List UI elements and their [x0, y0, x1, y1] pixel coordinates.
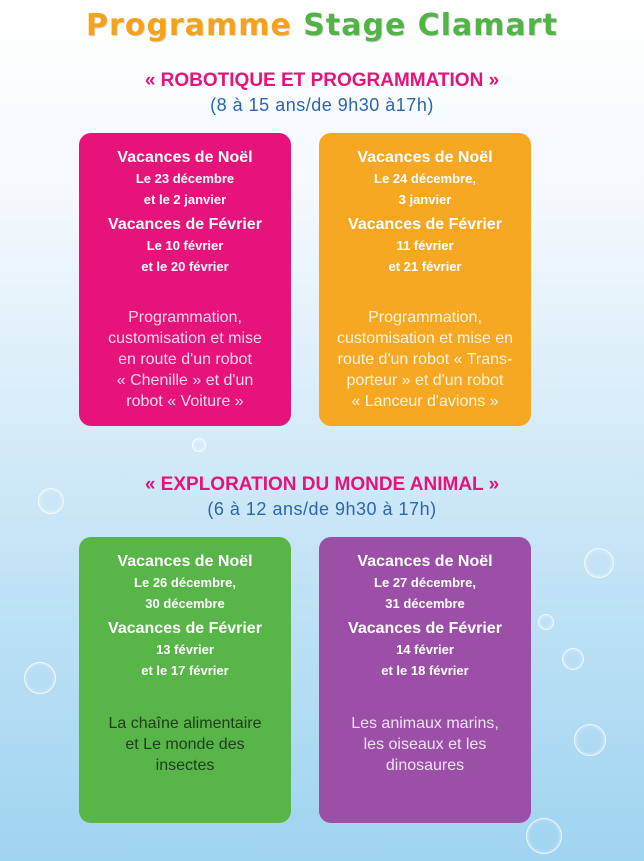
card-fevrier-date: Le 10 février — [146, 238, 224, 253]
card-noel-label: Vacances de Noël — [357, 149, 493, 166]
title-word-clamart: Clamart — [417, 8, 558, 43]
card-noel-date: 31 décembre — [385, 596, 465, 611]
bubble-decoration — [574, 724, 606, 756]
bubble-decoration — [192, 438, 206, 452]
desc-line: robot « Voiture » — [126, 393, 244, 410]
card-fevrier-date: et le 20 février — [141, 259, 229, 274]
card-exploration-2 — [319, 537, 531, 823]
card-noel-date: Le 26 décembre, — [134, 575, 236, 590]
card-fevrier-label: Vacances de Février — [348, 620, 502, 637]
card-fevrier-label: Vacances de Février — [348, 216, 502, 233]
bubble-decoration — [538, 614, 554, 630]
desc-line: customisation et mise en — [336, 330, 514, 347]
desc-line: Programmation, — [128, 309, 242, 326]
section-title-robotique: « ROBOTIQUE ET PROGRAMMATION » — [144, 70, 500, 91]
card-description — [79, 713, 291, 776]
desc-line: Les animaux marins, — [351, 715, 499, 732]
card-description — [79, 307, 291, 412]
desc-line: les oiseaux et les — [363, 736, 487, 753]
card-noel-label: Vacances de Noël — [117, 149, 253, 166]
card-description — [319, 307, 531, 412]
card-noel-date: Le 27 décembre, — [374, 575, 476, 590]
desc-line: customisation et mise — [108, 330, 262, 347]
desc-line: dinosaures — [385, 757, 465, 774]
desc-line: insectes — [155, 757, 215, 774]
card-fevrier-date: et le 17 février — [141, 663, 229, 678]
card-noel-date: et le 2 janvier — [143, 192, 227, 207]
title-word-stage: Stage — [303, 8, 407, 43]
card-fevrier-date: et 21 février — [388, 259, 462, 274]
card-fevrier-label: Vacances de Février — [108, 216, 262, 233]
card-fevrier-date: 14 février — [396, 642, 454, 657]
bubble-decoration — [562, 648, 584, 670]
desc-line: et Le monde des — [125, 736, 245, 753]
card-fevrier-date: 11 février — [396, 238, 454, 253]
desc-line: route d'un robot « Trans- — [337, 351, 513, 368]
card-noel-date: Le 24 décembre, — [374, 171, 476, 186]
card-fevrier-date: 13 février — [156, 642, 214, 657]
section-subtitle-robotique: (8 à 15 ans/de 9h30 à17h) — [210, 95, 434, 115]
card-description — [319, 713, 531, 776]
section-title-exploration: « EXPLORATION DU MONDE ANIMAL » — [144, 474, 500, 495]
card-noel-label: Vacances de Noël — [117, 553, 253, 570]
desc-line: « Lanceur d'avions » — [351, 393, 499, 410]
card-noel-date: 3 janvier — [398, 192, 452, 207]
desc-line: Programmation, — [368, 309, 482, 326]
section-subtitle-exploration: (6 à 12 ans/de 9h30 à 17h) — [207, 499, 437, 519]
bubble-decoration — [526, 818, 562, 854]
desc-line: La chaîne alimentaire — [108, 715, 262, 732]
desc-line: porteur » et d'un robot — [346, 372, 504, 389]
bubble-decoration — [584, 548, 614, 578]
card-fevrier-label: Vacances de Février — [108, 620, 262, 637]
card-noel-date: 30 décembre — [145, 596, 225, 611]
card-robotique-1 — [79, 133, 291, 426]
card-noel-date: Le 23 décembre — [135, 171, 235, 186]
bubble-decoration — [24, 662, 56, 694]
card-noel-label: Vacances de Noël — [357, 553, 493, 570]
page-title — [0, 8, 644, 43]
title-word-programme: Programme — [86, 8, 292, 43]
card-robotique-2 — [319, 133, 531, 426]
desc-line: « Chenille » et d'un — [116, 372, 254, 389]
desc-line: en route d'un robot — [118, 351, 252, 368]
card-fevrier-date: et le 18 février — [381, 663, 469, 678]
card-exploration-1 — [79, 537, 291, 823]
